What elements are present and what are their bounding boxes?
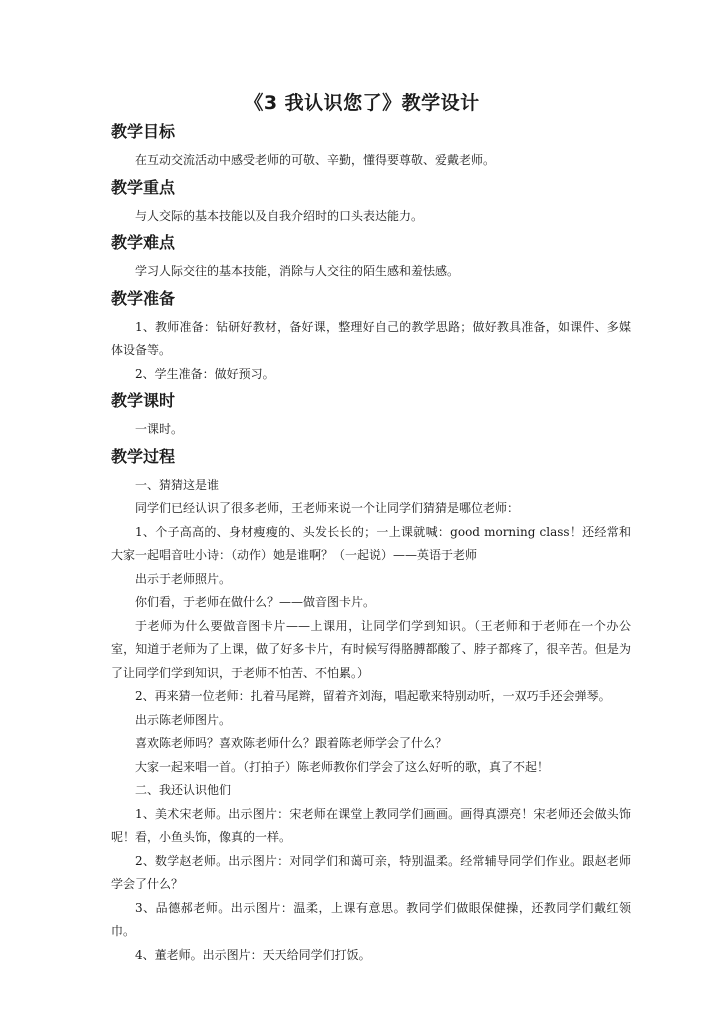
section bbox=[111, 232, 631, 284]
paragraph: 学习人际交往的基本技能，消除与人交往的陌生感和羞怯感。 bbox=[135, 264, 460, 278]
paragraph: 1、教师准备：钻研好教材，备好课，整理好自己的教学思路；做好教具准备，如课件、多媒体设备等。 bbox=[111, 319, 631, 357]
paragraph: 出示于老师照片。 bbox=[135, 571, 232, 586]
section bbox=[111, 288, 631, 387]
paragraph: 2、数学赵老师。出示图片：对同学们和蔼可亲，特别温柔。经常辅导同学们作业。跟赵老师学会了什么？ bbox=[111, 853, 631, 891]
paragraph: 1、个子高高的、身材瘦瘦的、头发长长的；一上课就喊：good morning class！还经常和大家一起唱音吐小诗：（动作）她是谁啊？（一起说）——英语于老师 bbox=[111, 524, 631, 562]
paragraph: 于老师为什么要做音图卡片——上课用，让同学们学到知识。（王老师和于老师在一个办公室，知道于老师为了上课，做了好多卡片，有时候写得胳膊都酸了、脖子都疼了，很辛苦。但是为了让同学们学到知识，于老师不怕苦、不怕累。） bbox=[111, 618, 631, 680]
section-heading: 教学课时 bbox=[111, 391, 176, 410]
section bbox=[111, 390, 631, 442]
paragraph: 2、学生准备：做好预习。 bbox=[135, 366, 275, 381]
paragraph: 喜欢陈老师吗？喜欢陈老师什么？跟着陈老师学会了什么？ bbox=[135, 736, 448, 750]
paragraph: 在互动交流活动中感受老师的可敬、辛勤，懂得要尊敬、爱戴老师。 bbox=[135, 153, 496, 167]
section-heading: 教学过程 bbox=[111, 446, 176, 466]
paragraph: 你们看，于老师在做什么？——做音图卡片。 bbox=[135, 595, 376, 609]
paragraph: 2、再来猜一位老师：扎着马尾辫，留着齐刘海，唱起歌来特别动听，一双巧手还会弹琴。 bbox=[135, 689, 611, 703]
section bbox=[111, 177, 631, 229]
paragraph: 一课时。 bbox=[135, 422, 184, 436]
section bbox=[111, 446, 631, 968]
paragraph: 出示陈老师图片。 bbox=[135, 712, 232, 727]
paragraph: 4、董老师。出示图片：天天给同学们打饭。 bbox=[135, 947, 371, 962]
section-heading: 教学重点 bbox=[111, 177, 176, 197]
paragraph: 一、猜猜这是谁 bbox=[135, 477, 220, 492]
paragraph: 同学们已经认识了很多老师，王老师来说一个让同学们猜猜是哪位老师： bbox=[135, 501, 520, 515]
section-heading: 教学难点 bbox=[111, 233, 176, 252]
paragraph: 二、我还认识他们 bbox=[135, 783, 232, 797]
paragraph: 1、美术宋老师。出示图片：宋老师在课堂上教同学们画画。画得真漂亮！宋老师还会做头饰呢！看，小鱼头饰，像真的一样。 bbox=[111, 806, 631, 844]
paragraph: 大家一起来唱一首。（打拍子）陈老师教你们学会了这么好听的歌，真了不起！ bbox=[135, 759, 550, 774]
document-title: 《3 我认识您了》教学设计 bbox=[244, 92, 480, 114]
section-heading: 教学目标 bbox=[111, 122, 176, 141]
paragraph: 与人交际的基本技能以及自我介绍时的口头表达能力。 bbox=[135, 208, 424, 223]
section-heading: 教学准备 bbox=[111, 288, 176, 308]
document-body bbox=[111, 121, 631, 971]
section bbox=[111, 121, 631, 173]
paragraph: 3、品德郝老师。出示图片：温柔，上课有意思。教同学们做眼保健操，还教同学们戴红领巾。 bbox=[111, 900, 631, 938]
